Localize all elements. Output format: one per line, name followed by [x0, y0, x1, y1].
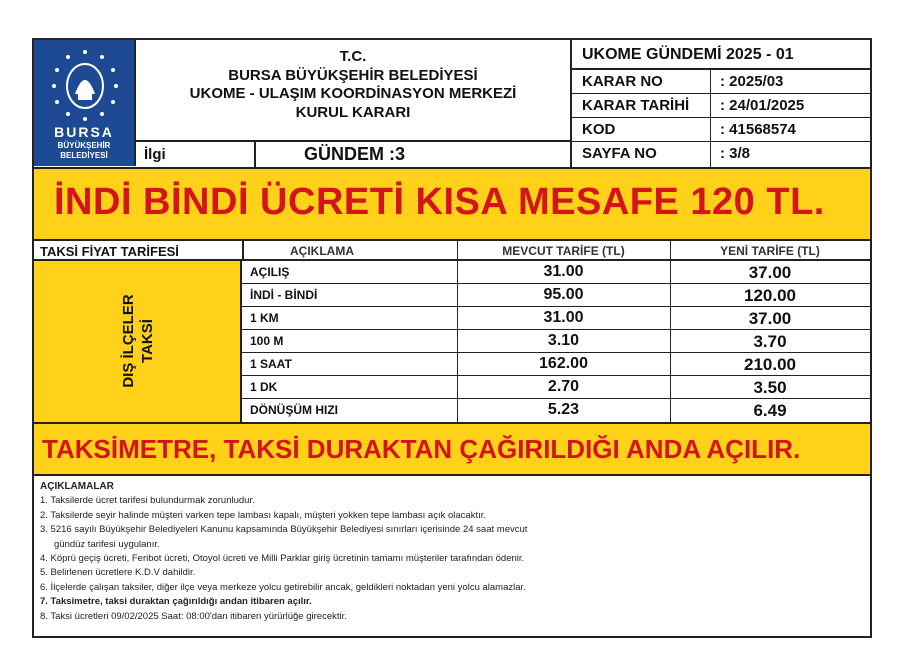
note-item: 5. Belirlenen ücretlere K.D.V dahildir. [40, 567, 196, 579]
row-current-fare: 31.00 [543, 263, 584, 280]
agenda-title: UKOME GÜNDEMİ 2025 - 01 [572, 40, 872, 70]
logo-text-bursa: BURSA [54, 124, 114, 140]
info-key: SAYFA NO [582, 145, 657, 162]
table-header-new: YENİ TARİFE (TL) [670, 241, 870, 261]
table-header-tariff: TAKSİ FİYAT TARİFESİ [34, 241, 242, 261]
table-header-current: MEVCUT TARİFE (TL) [457, 241, 670, 261]
row-new-fare: 3.50 [753, 378, 787, 397]
meter-notice-banner: TAKSİMETRE, TAKSİ DURAKTAN ÇAĞIRILDIĞI ANDA AÇILIR. [34, 422, 870, 474]
table-row [242, 284, 870, 307]
divider [457, 241, 458, 422]
table-row [242, 353, 870, 376]
row-current-fare: 95.00 [543, 286, 584, 303]
note-item: 6. İlçelerde çalışan taksiler, diğer ilçe veya merkeze yolcu getirebilir ancak, geldikleri noktadan yeni yolcu alamazlar. [40, 581, 526, 593]
row-description: İNDİ - BİNDİ [250, 288, 318, 302]
row-new-fare: 120.00 [744, 286, 796, 305]
row-description: 1 KM [250, 311, 279, 325]
taxi-category-cell [34, 261, 242, 422]
info-value: : 24/01/2025 [720, 97, 805, 114]
info-value: : 41568574 [720, 121, 796, 138]
info-row-kod [572, 118, 872, 142]
info-key: KARAR NO [582, 73, 663, 90]
ilgi-label: İlgi [144, 146, 166, 163]
note-item: 4. Köprü geçiş ücreti, Feribot ücreti, Otoyol ücreti ve Milli Parklar giriş ücretinin tamamı müşteriler tarafından ödenir. [40, 553, 525, 565]
note-item: 3. 5216 sayılı Büyükşehir Belediyeleri Kanunu kapsamında Büyükşehir Belediyesi sınırları içerisinde 24 saat mevcut [40, 524, 528, 536]
divider [670, 241, 671, 422]
row-current-fare: 3.10 [547, 332, 580, 349]
row-new-fare: 3.70 [753, 332, 787, 351]
row-current-fare: 5.23 [547, 401, 580, 418]
agenda-number: GÜNDEM :3 [304, 144, 406, 164]
note-item: 2. Taksilerde seyir halinde müşteri varken tepe lambası kapalı, müşteri yokken tepe lambası açık olacaktır. [40, 509, 487, 521]
row-current-fare: 162.00 [539, 355, 588, 372]
note-item-continued: gündüz tarifesi uygulanır. [54, 538, 160, 550]
note-item: 7. Taksimetre, taksi duraktan çağırıldığı andan itibaren açılır. [40, 596, 312, 608]
note-item: 8. Taksi ücretleri 09/02/2025 Saat: 08:00'dan itibaren yürürlüğe girecektir. [40, 610, 347, 622]
row-description: 1 DK [250, 380, 278, 394]
category-line-1: DIŞ İLÇELER [120, 294, 137, 388]
headline-banner: İNDİ BİNDİ ÜCRETİ KISA MESAFE 120 TL. [34, 167, 870, 239]
info-value: : 3/8 [720, 145, 751, 162]
divider [254, 142, 256, 167]
row-description: 1 SAAT [250, 357, 292, 371]
tariff-table [34, 239, 870, 422]
note-item: 1. Taksilerde ücret tarifesi bulundurmak zorunludur. [40, 495, 255, 507]
table-header-description: AÇIKLAMA [242, 241, 457, 261]
row-new-fare: 210.00 [744, 355, 796, 374]
row-new-fare: 6.49 [753, 401, 787, 420]
info-row-karar-tarihi [572, 94, 872, 118]
title-line-1: T.C. [339, 48, 367, 65]
decision-info [572, 40, 872, 167]
explanations [34, 474, 870, 638]
notes-heading: AÇIKLAMALAR [40, 481, 114, 492]
decision-document [32, 38, 872, 638]
title-line-4: KURUL KARARI [295, 103, 411, 121]
taxi-category-label [119, 294, 157, 387]
emblem-icon [42, 46, 128, 124]
document-title [136, 40, 572, 140]
row-description: AÇILIŞ [250, 265, 290, 279]
table-row [242, 330, 870, 353]
row-new-fare: 37.00 [748, 263, 792, 282]
info-key: KARAR TARİHİ [582, 97, 690, 114]
row-description: DÖNÜŞÜM HIZI [250, 403, 338, 417]
row-current-fare: 2.70 [547, 378, 580, 395]
info-key: KOD [582, 121, 616, 138]
row-current-fare: 31.00 [543, 309, 584, 326]
table-row [242, 261, 870, 284]
title-line-3: UKOME - ULAŞIM KOORDİNASYON MERKEZİ [189, 85, 517, 102]
row-new-fare: 37.00 [748, 309, 792, 328]
reference-row [136, 140, 572, 167]
logo-text-buyuksehir: BÜYÜKŞEHİR [57, 141, 111, 150]
info-row-karar-no [572, 70, 872, 94]
bursa-logo [34, 40, 136, 166]
title-line-2: BURSA BÜYÜKŞEHİR BELEDİYESİ [228, 66, 478, 84]
table-row [242, 376, 870, 399]
table-row [242, 399, 870, 422]
table-row [242, 307, 870, 330]
category-line-2: TAKSİ [139, 319, 156, 363]
row-description: 100 M [250, 334, 284, 348]
info-value: : 2025/03 [720, 73, 784, 90]
info-row-sayfa-no [572, 142, 872, 167]
logo-text-belediyesi: BELEDİYESİ [60, 151, 108, 160]
